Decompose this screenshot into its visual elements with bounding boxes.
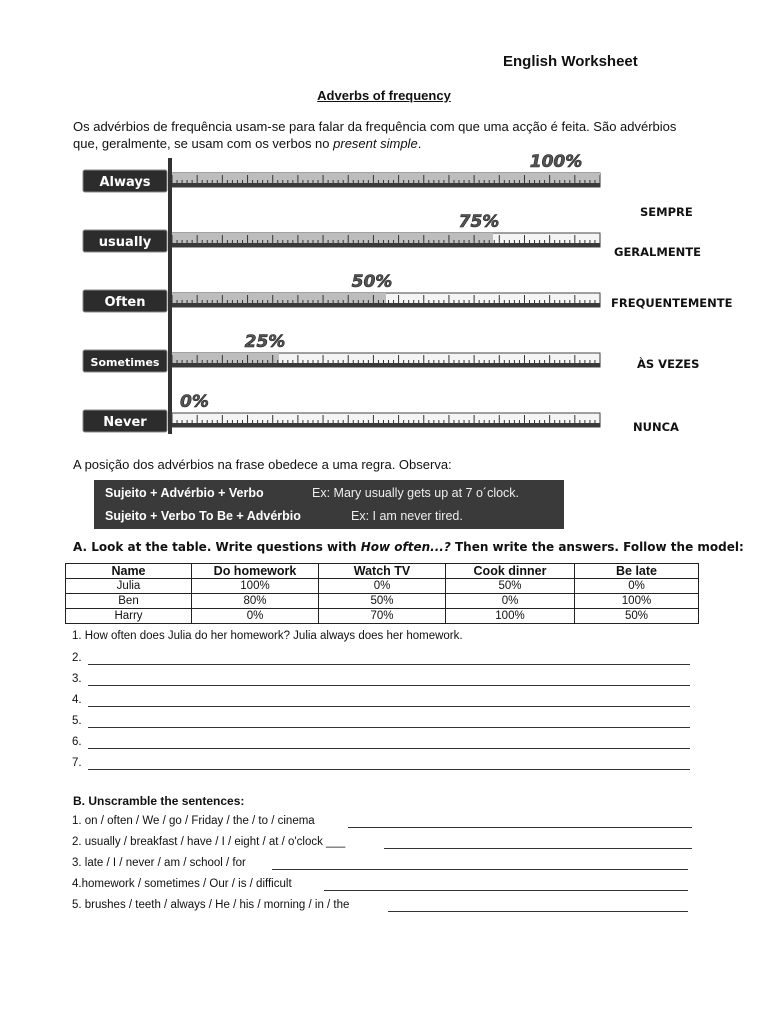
model-answer: 1. How often does Julia do her homework? Julia always does her homework.: [72, 630, 463, 642]
translation-often: FREQUENTEMENTE: [611, 296, 733, 310]
scale-bar-base: [172, 363, 600, 367]
translation-usually: GERALMENTE: [614, 245, 702, 259]
table-cell: 0%: [192, 609, 319, 624]
rule-formula: Sujeito + Verbo To Be + Advérbio: [105, 509, 301, 523]
answer-line[interactable]: [88, 759, 690, 770]
table-cell: 70%: [319, 609, 446, 624]
rule-intro: A posição dos advérbios na frase obedece a uma regra. Observa:: [73, 457, 452, 472]
table-cell: 80%: [192, 594, 319, 609]
column-header: Cook dinner: [446, 564, 575, 579]
percent-label: 25%: [244, 332, 286, 352]
table-cell: 50%: [446, 579, 575, 594]
question-number: 6.: [72, 736, 82, 748]
table-cell: 0%: [575, 579, 699, 594]
table-cell: Harry: [66, 609, 192, 624]
answer-line[interactable]: [88, 675, 690, 686]
table-cell: Julia: [66, 579, 192, 594]
rule-box: [94, 480, 564, 529]
scramble-item: 3. late / I / never / am / school / for: [72, 857, 246, 869]
percent-label: 50%: [351, 272, 393, 292]
translation-sometimes: ÀS VEZES: [637, 357, 700, 371]
section-a-heading-italic: How often...?: [360, 540, 451, 554]
section-a-heading-text-end: Then write the answers. Follow the model:: [450, 540, 744, 554]
scramble-item: 4.homework / sometimes / Our / is / difficult: [72, 878, 292, 890]
rule-row: [105, 486, 264, 504]
worksheet-title: English Worksheet: [503, 53, 638, 70]
scale-axis-line: [168, 158, 172, 434]
table-cell: 0%: [319, 579, 446, 594]
answer-line[interactable]: [384, 838, 692, 849]
answer-line[interactable]: [388, 901, 688, 912]
answer-line[interactable]: [324, 880, 688, 891]
question-number: 3.: [72, 673, 82, 685]
adverb-label: Sometimes: [90, 356, 160, 369]
intro-italic: present simple: [333, 136, 418, 151]
column-header: Be late: [575, 564, 699, 579]
adverb-label: Never: [103, 415, 147, 430]
table-row: [66, 594, 699, 609]
scale-bar-base: [172, 183, 600, 187]
question-number: 7.: [72, 757, 82, 769]
question-number: 2.: [72, 652, 82, 664]
table-cell: 100%: [446, 609, 575, 624]
frequency-scale-graphic: [80, 150, 620, 440]
rule-example: Ex: I am never tired.: [351, 509, 463, 523]
rule-example: Ex: Mary usually gets up at 7 o´clock.: [312, 486, 520, 500]
answer-line[interactable]: [88, 738, 690, 749]
frequency-scale-svg: [80, 150, 620, 440]
table-header-row: [66, 564, 699, 579]
scramble-item: 1. on / often / We / go / Friday / the / to / cinema: [72, 815, 315, 827]
table-cell: Ben: [66, 594, 192, 609]
translation-never: NUNCA: [633, 420, 679, 434]
column-header: Do homework: [192, 564, 319, 579]
section-b-heading: B. Unscramble the sentences:: [73, 794, 245, 808]
scale-bar-base: [172, 303, 600, 307]
scramble-item: 2. usually / breakfast / have / I / eight / at / o'clock ___: [72, 836, 346, 848]
intro-paragraph: [73, 118, 693, 152]
section-a-heading-text: A. Look at the table. Write questions with: [73, 540, 361, 554]
answer-line[interactable]: [272, 859, 688, 870]
question-number: 4.: [72, 694, 82, 706]
rule-formula: Sujeito + Advérbio + Verbo: [105, 486, 264, 500]
scale-bar-base: [172, 243, 600, 247]
percent-label: 100%: [529, 152, 583, 172]
section-a-heading: [73, 540, 744, 554]
table-cell: 100%: [192, 579, 319, 594]
frequency-table: [65, 563, 699, 624]
scramble-item: 5. brushes / teeth / always / He / his / morning / in / the: [72, 899, 350, 911]
percent-label: 0%: [180, 392, 209, 412]
table-cell: 0%: [446, 594, 575, 609]
question-number: 5.: [72, 715, 82, 727]
answer-line[interactable]: [88, 717, 690, 728]
translation-always: SEMPRE: [640, 205, 693, 219]
answer-line[interactable]: [348, 817, 692, 828]
table-cell: 50%: [319, 594, 446, 609]
column-header: Watch TV: [319, 564, 446, 579]
column-header: Name: [66, 564, 192, 579]
section-title: Adverbs of frequency: [317, 88, 451, 103]
rule-row: [105, 509, 301, 527]
table-cell: 50%: [575, 609, 699, 624]
table-cell: 100%: [575, 594, 699, 609]
answer-line[interactable]: [88, 654, 690, 665]
intro-text: Os advérbios de frequência usam-se para falar da frequência com que uma acção é feita. São advérbios que, geralmente, se usam com os verbos no: [73, 119, 677, 151]
percent-label: 75%: [458, 212, 500, 232]
table-row: [66, 579, 699, 594]
intro-text-end: .: [417, 136, 422, 151]
table-row: [66, 609, 699, 624]
scale-bar-base: [172, 423, 600, 427]
answer-line[interactable]: [88, 696, 690, 707]
adverb-label: Often: [104, 295, 146, 310]
adverb-label: usually: [98, 235, 152, 250]
adverb-label: Always: [99, 175, 151, 190]
